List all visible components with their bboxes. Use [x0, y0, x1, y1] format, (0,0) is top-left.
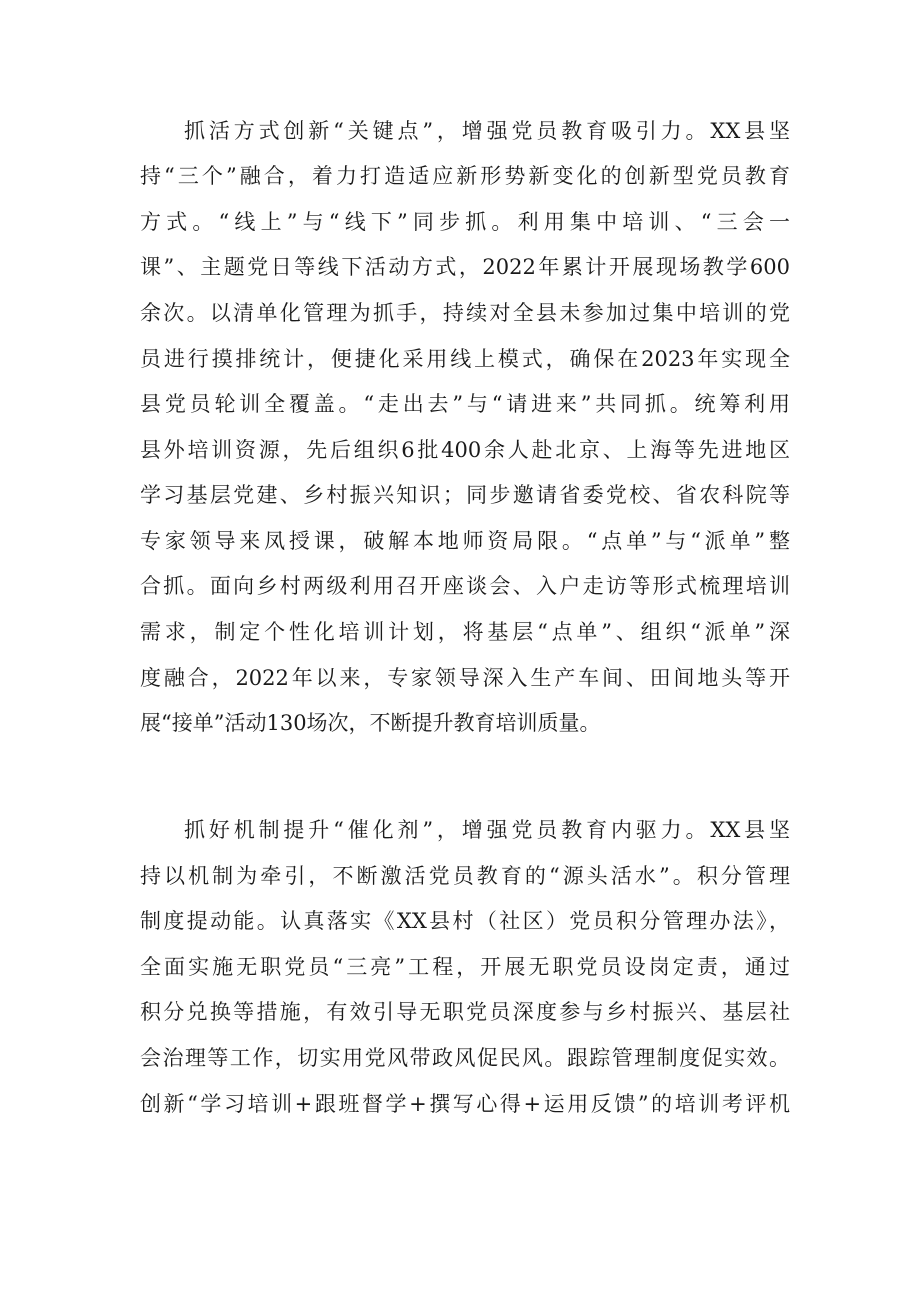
- text-line: 积分兑换等措施，有效引导无职党员深度参与乡村振兴、基层社: [140, 1000, 790, 1024]
- text-line: 度融合，2022年以来，专家领导深入生产车间、田间地头等开: [140, 666, 790, 690]
- text-line: 合抓。面向乡村两级利用召开座谈会、入户走访等形式梳理培训: [140, 574, 790, 598]
- text-line: 会治理等工作，切实用党风带政风促民风。跟踪管理制度促实效。: [140, 1046, 790, 1070]
- text-line: 持“三个”融合，着力打造适应新形势新变化的创新型党员教育: [140, 164, 790, 188]
- text-line: 员进行摸排统计，便捷化采用线上模式，确保在2023年实现全: [140, 347, 790, 371]
- text-line: 县党员轮训全覆盖。“走出去”与“请进来”共同抓。统筹利用: [140, 392, 790, 416]
- text-line: 全面实施无职党员“三亮”工程，开展无职党员设岗定责，通过: [140, 955, 790, 979]
- text-line: 专家领导来凤授课，破解本地师资局限。“点单”与“派单”整: [140, 529, 790, 553]
- text-line: 方式。“线上”与“线下”同步抓。利用集中培训、“三会一: [140, 210, 790, 234]
- text-line: 制度提动能。认真落实《XX县村（社区）党员积分管理办法》，: [140, 909, 790, 933]
- text-line: 县外培训资源，先后组织6批400余人赴北京、上海等先进地区: [140, 438, 790, 462]
- text-line: 持以机制为牵引，不断激活党员教育的“源头活水”。积分管理: [140, 864, 790, 888]
- text-line: 课”、主题党日等线下活动方式，2022年累计开展现场教学600: [140, 255, 790, 279]
- text-line: 学习基层党建、乡村振兴知识；同步邀请省委党校、省农科院等: [140, 483, 790, 507]
- text-line: 需求，制定个性化培训计划，将基层“点单”、组织“派单”深: [140, 620, 790, 644]
- text-line: 展“接单”活动130场次，不断提升教育培训质量。: [140, 711, 601, 735]
- text-line: 创新“学习培训+跟班督学+撰写心得+运用反馈”的培训考评机: [140, 1092, 790, 1116]
- text-line: 抓好机制提升“催化剂”，增强党员教育内驱力。XX县坚: [184, 818, 790, 842]
- text-line: 抓活方式创新“关键点”，增强党员教育吸引力。XX县坚: [184, 119, 790, 143]
- text-line: 余次。以清单化管理为抓手，持续对全县未参加过集中培训的党: [140, 301, 790, 325]
